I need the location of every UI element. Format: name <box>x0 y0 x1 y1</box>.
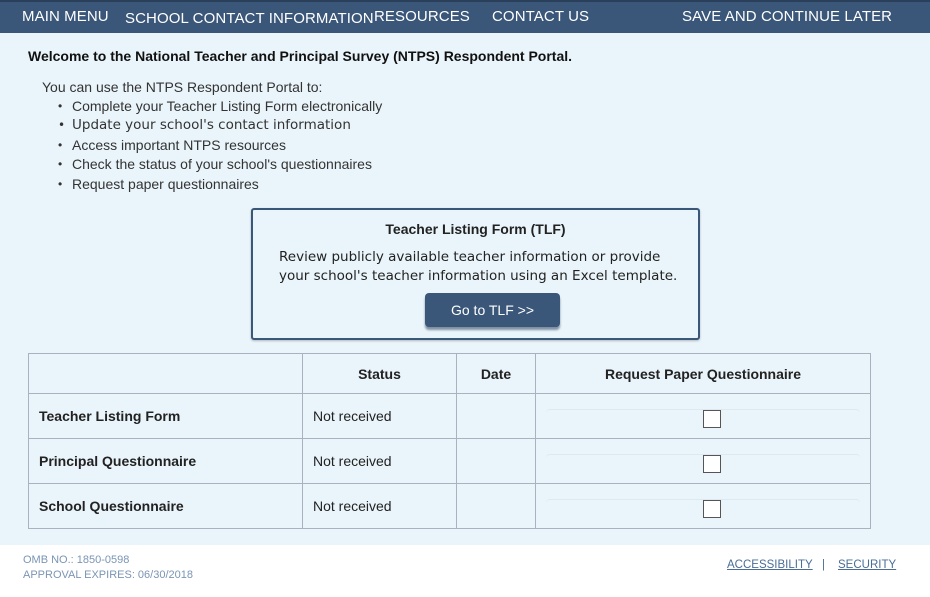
checkbox-wrapper <box>546 409 860 432</box>
request-cell <box>536 439 871 484</box>
column-header-date: Date <box>457 354 536 394</box>
request-cell <box>536 484 871 529</box>
footer-separator: | <box>822 559 825 571</box>
row-label: Teacher Listing Form <box>29 394 303 439</box>
table-row <box>29 484 871 529</box>
nav-resources[interactable]: RESOURCES <box>374 8 470 25</box>
request-paper-checkbox[interactable] <box>703 455 721 473</box>
row-label: School Questionnaire <box>29 484 303 529</box>
intro-text: You can use the NTPS Respondent Portal to: <box>42 79 323 95</box>
accessibility-link[interactable]: ACCESSIBILITY <box>727 559 813 571</box>
status-cell: Not received <box>303 439 457 484</box>
column-header <box>29 354 303 394</box>
go-to-tlf-button[interactable]: Go to TLF >> <box>425 293 560 327</box>
column-header-status: Status <box>303 354 457 394</box>
request-paper-checkbox[interactable] <box>703 410 721 428</box>
omb-number: OMB NO.: 1850-0598 <box>23 554 130 566</box>
checkbox-wrapper <box>546 499 860 522</box>
table-header-row <box>29 354 871 394</box>
date-cell <box>457 394 536 439</box>
nav-main-menu[interactable]: MAIN MENU <box>22 8 109 25</box>
nav-save-and-continue-later[interactable]: SAVE AND CONTINUE LATER <box>682 8 893 25</box>
status-cell: Not received <box>303 484 457 529</box>
tlf-panel <box>251 208 700 340</box>
tlf-title: Teacher Listing Form (TLF) <box>385 221 566 237</box>
feature-list <box>58 97 382 194</box>
date-cell <box>457 484 536 529</box>
footer-omb-info <box>23 553 193 583</box>
list-item: • Access important NTPS resources <box>58 136 382 155</box>
request-cell <box>536 394 871 439</box>
top-nav-bar <box>0 0 930 33</box>
tlf-description <box>279 248 679 286</box>
request-paper-checkbox[interactable] <box>703 500 721 518</box>
nav-school-contact-information[interactable]: SCHOOL CONTACT INFORMATION <box>125 10 374 27</box>
tlf-description-line: Review publicly available teacher information or provide <box>279 249 661 265</box>
list-item: • Check the status of your school's questionnaires <box>58 155 382 174</box>
approval-expiry: APPROVAL EXPIRES: 06/30/2018 <box>23 569 193 581</box>
tlf-description-line: your school's teacher information using an Excel template. <box>279 268 678 284</box>
list-item: • Complete your Teacher Listing Form electronically <box>58 97 382 116</box>
checkbox-wrapper <box>546 454 860 477</box>
list-item: • Request paper questionnaires <box>58 175 382 194</box>
list-item: • Update your school's contact information <box>58 116 382 135</box>
nav-contact-us[interactable]: CONTACT US <box>492 8 590 25</box>
date-cell <box>457 439 536 484</box>
page-title: Welcome to the National Teacher and Principal Survey (NTPS) Respondent Portal. <box>28 48 573 64</box>
main-content <box>0 33 930 545</box>
row-label: Principal Questionnaire <box>29 439 303 484</box>
table-row <box>29 439 871 484</box>
security-link[interactable]: SECURITY <box>838 559 897 571</box>
column-header-request-paper: Request Paper Questionnaire <box>536 354 871 394</box>
status-cell: Not received <box>303 394 457 439</box>
questionnaire-status-table <box>28 353 871 529</box>
table-row <box>29 394 871 439</box>
